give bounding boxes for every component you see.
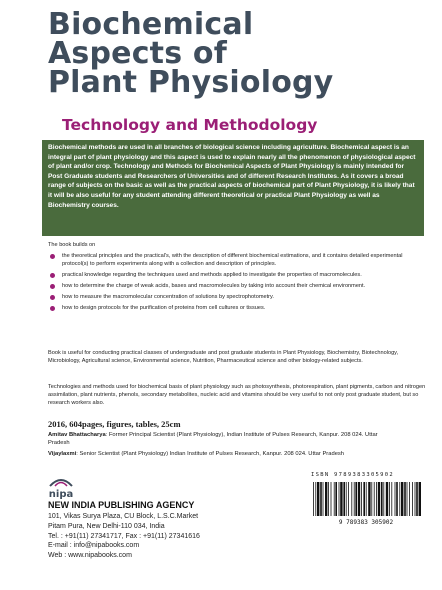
barcode-bar (409, 482, 410, 516)
barcode-bar (371, 482, 372, 516)
barcode-bar (320, 482, 322, 516)
builds-on-heading: The book builds on (48, 242, 96, 248)
bullet-text: how to determine the charge of weak acids, bases and macromolecules by taking into account their chemical environment. (62, 283, 366, 289)
author-entry (48, 450, 378, 458)
barcode-bar (404, 482, 406, 516)
bullet-icon (50, 273, 55, 278)
barcode-bar (354, 482, 355, 516)
barcode-bar (358, 482, 360, 516)
logo-text: nipa (48, 489, 74, 500)
list-item (48, 252, 426, 268)
book-subtitle: Technology and Methodology (62, 116, 318, 134)
barcode-bar (334, 482, 335, 516)
barcode-bar (378, 482, 380, 516)
barcode-bar (343, 482, 345, 516)
barcode-bar (331, 482, 332, 516)
author-details: : Former Principal Scientist (Plant Physiology), Indian Institute of Pulses Research, Kanpur. 208 024. Uttar Pradesh (48, 432, 378, 446)
title-line-3: Plant Physiology (48, 65, 334, 100)
barcode-bar (315, 482, 316, 516)
email-line: E-mail : info@nipabooks.com (48, 542, 140, 550)
barcode-bar (351, 482, 352, 516)
address-line: Tel. : +91(11) 27341717, Fax : +91(11) 27341616 (48, 532, 200, 540)
web-line: Web : www.nipabooks.com (48, 552, 132, 560)
barcode-bar (386, 482, 388, 516)
list-item (48, 282, 426, 290)
bullet-text: how to design protocols for the purification of proteins from cell cultures or tissues. (62, 305, 266, 311)
barcode-bar (415, 482, 416, 516)
barcode-bar (363, 482, 365, 516)
author-details: : Senior Scientist (Plant Physiology) Indian Institute of Pulses Research, Kanpur. 208 024. Uttar Pradesh (76, 451, 345, 457)
publication-info: 2016, 604pages, figures, tables, 25cm (48, 419, 181, 429)
barcode-bar (323, 482, 324, 516)
bullet-icon (50, 295, 55, 300)
barcode-bar (361, 482, 362, 516)
barcode-bar (340, 482, 342, 516)
book-title (48, 7, 334, 100)
barcode-bar (317, 482, 319, 516)
barcode-bar (335, 482, 337, 516)
title-line-1: Biochemical (48, 7, 254, 42)
barcode-bar (399, 482, 400, 516)
technologies-paragraph: Technologies and methods used for biochemical basis of plant physiology such as photosynthesis, photorespiration, plant pigments, carbon and nitrogen assimilation, plant nutrients, phenols, secondary metabolites, nucleic acid and vitamins should be very useful to not only post graduate student, but so research workers also. (48, 384, 426, 406)
barcode-bars (313, 482, 421, 516)
bullet-text: how to measure the macromolecular concentration of solutions by spectrophotometry. (62, 294, 274, 300)
bullet-icon (50, 254, 55, 259)
barcode-bar (381, 482, 383, 516)
bullet-icon (50, 284, 55, 289)
barcode-bar (374, 482, 375, 516)
barcode-bar (401, 482, 403, 516)
barcode-bar (383, 482, 384, 516)
barcode-bar (328, 482, 329, 516)
usefulness-paragraph: Book is useful for conducting practical classes of undergraduate and post graduate students in Plant Physiology, Biochemistry, Biotechnology, Microbiology, Agricultural science, Environmental science, Nutrition, Pharmaceutical science and other biology-related subjects. (48, 350, 399, 364)
title-line-2: Aspects of (48, 36, 227, 71)
barcode-bar (339, 482, 340, 516)
barcode-bar (376, 482, 377, 516)
address-line: 101, Vikas Surya Plaza, CU Block, L.S.C.Market (48, 513, 199, 520)
publisher-address (48, 512, 200, 561)
barcode-bar (419, 482, 421, 516)
bullet-list (48, 252, 426, 315)
barcode-bar (395, 482, 396, 516)
barcode-bar (416, 482, 418, 516)
nipa-logo-icon (46, 474, 76, 500)
barcode-bar (396, 482, 398, 516)
barcode-bar (313, 482, 314, 516)
barcode-bar (355, 482, 357, 516)
barcode-bar (346, 482, 347, 516)
barcode-bar (348, 482, 349, 516)
bullet-text: the theoretical principles and the practical's, with the description of different biochemical estimations, and it contains detailed experimental protocol(s) to perform experiments along with a collection and description of principles. (62, 253, 403, 267)
barcode-bar (391, 482, 392, 516)
barcode-bar (368, 482, 370, 516)
bullet-icon (50, 306, 55, 311)
list-item (48, 271, 426, 279)
author-name: Amitav Bhattacharya (48, 432, 106, 438)
author-name: Vijaylaxmi (48, 451, 77, 457)
summary-box: Biochemical methods are used in all branches of biological science including agriculture. Biochemical aspect is an integral part of plant physiology and this aspect is used to explain nearly all the phenomenon of physiological aspect of plant and/or crop. Technology and Methods for Biochemical Aspects of Plant Physiology is mainly intended for Post Graduate students and Researchers of Universities and of different Research Institutes. As it covers a broad range of subjects on the basic as well as the practical aspects of biochemical part of Plant Physiology, it is likely that it will be also useful for any student attending different theoretical or practical Plant Physiology as well as Biochemistry courses. (42, 140, 424, 236)
barcode-bar (325, 482, 327, 516)
author-entry (48, 431, 378, 447)
list-item (48, 293, 426, 301)
isbn-label: ISBN 9789383305902 (311, 472, 395, 478)
barcode-icon (309, 480, 423, 526)
list-item (48, 304, 426, 312)
barcode-bar (407, 482, 408, 516)
bullet-text: practical knowledge regarding the techniques used and methods applied to investigate the properties of macromolecules. (62, 272, 362, 278)
publisher-name: NEW INDIA PUBLISHING AGENCY (48, 500, 195, 510)
barcode-digits: 9 789383 305902 (338, 519, 394, 526)
barcode-bar (366, 482, 367, 516)
address-line: Pitam Pura, New Delhi-110 034, India (48, 522, 165, 530)
barcode-bar (412, 482, 413, 516)
barcode-bar (389, 482, 390, 516)
